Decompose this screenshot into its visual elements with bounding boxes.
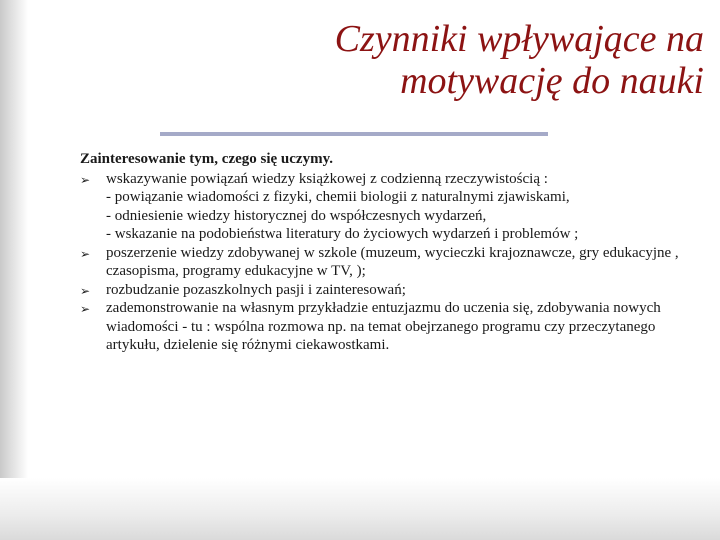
list-item [80, 244, 702, 281]
slide-title [144, 18, 704, 102]
left-gradient-band [0, 0, 28, 540]
list-item [80, 281, 702, 300]
bullet-text: rozbudzanie pozaszkolnych pasji i zainteresowań; [106, 281, 406, 298]
bullet-text: poszerzenie wiedzy zdobywanej w szkole (muzeum, wycieczki krajoznawcze, gry edukacyjne , czasopisma, programy edukacyjne w TV, ); [106, 244, 679, 279]
slide-body [80, 150, 702, 355]
arrow-bullet-icon: ➢ [80, 302, 91, 316]
bullet-list [80, 170, 702, 355]
title-underline [160, 132, 548, 136]
sub-item: - wskazanie na podobieństwa literatury do życiowych wydarzeń i problemów ; [106, 226, 579, 242]
list-item [80, 170, 702, 244]
bullet-text: zademonstrowanie na własnym przykładzie entuzjazmu do uczenia się, zdobywania nowych wiadomości - tu : wspólna rozmowa np. na temat obejrzanego programu czy przeczytanego artykułu, dzielenie się różnymi ciekawostkami. [106, 300, 661, 353]
title-line-1: Czynniki wpływające na [334, 18, 704, 60]
sub-item: - powiązanie wiadomości z fizyki, chemii biologii z naturalnymi zjawiskami, [106, 189, 570, 205]
list-item [80, 299, 702, 355]
arrow-bullet-icon: ➢ [80, 172, 91, 187]
bullet-text: wskazywanie powiązań wiedzy książkowej z codzienną rzeczywistością : [106, 170, 548, 187]
intro-heading: Zainteresowanie tym, czego się uczymy. [80, 151, 334, 167]
arrow-bullet-icon: ➢ [80, 246, 91, 261]
bottom-gradient-band [0, 478, 720, 540]
title-line-2: motywację do nauki [400, 60, 704, 102]
arrow-bullet-icon: ➢ [80, 283, 91, 298]
sub-item: - odniesienie wiedzy historycznej do współczesnych wydarzeń, [106, 207, 487, 224]
